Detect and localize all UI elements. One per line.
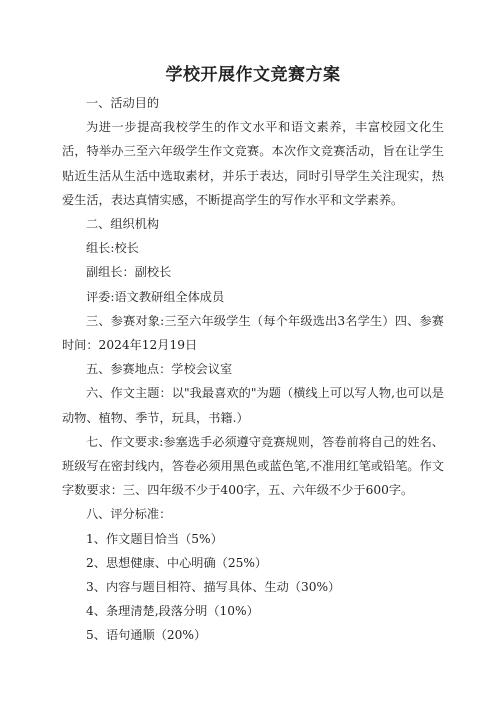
org-judges: 评委:语文教研组全体成员 (86, 289, 225, 304)
criteria-item: 5、语句通顺（20%） (86, 628, 207, 643)
criteria-item: 2、思想健康、中心明确（25%） (86, 555, 268, 570)
goal-paragraph: 为进一步提高我校学生的作文水平和语文素养，丰富校园文化生活，特举办三至六年级学生作文竞赛。本次作文竞赛活动，旨在让学生贴近生活从生活中选取素材，并乐于表达，同时引导学生关注现实，热爱生活，表达真情实感，不断提高学生的写作水平和文学素养。 (62, 120, 444, 207)
criteria-item: 3、内容与题目相符、描写具体、生动（30%） (86, 580, 341, 595)
theme-paragraph: 六、作文主题：以"我最喜欢的"为题（横线上可以写人物,也可以是动物、植物、季节，玩具，书籍.） (62, 386, 444, 425)
section-heading-goal: 一、活动目的 (86, 96, 160, 110)
criteria-item: 4、条理清楚,段落分明（10%） (86, 604, 259, 619)
section-heading-org: 二、组织机构 (86, 217, 160, 232)
org-deputy: 副组长：副校长 (86, 265, 172, 280)
participants-paragraph: 三、参赛对象:三至六年级学生（每个年级选出3名学生）四、参赛时间：2024年12月19日 (62, 313, 444, 353)
org-leader: 组长:校长 (86, 241, 139, 256)
criteria-item: 1、作文题目恰当（5%） (86, 531, 223, 546)
document-title: 学校开展作文竞赛方案 (165, 65, 341, 85)
requirements-paragraph: 七、作文要求:参塞选手必须遵守竞赛规则，答卷前将自己的姓名、班级写在密封线内，答卷必须用黑色或蓝色笔,不准用红笔或铅笔。作文字数要求：三、四年级不少于400字，五、六年级不少于600字。 (62, 434, 444, 498)
document-body (62, 91, 444, 648)
venue-line: 五、参赛地点：学校会议室 (86, 362, 233, 377)
section-heading-criteria: 八、评分标准： (86, 507, 172, 522)
